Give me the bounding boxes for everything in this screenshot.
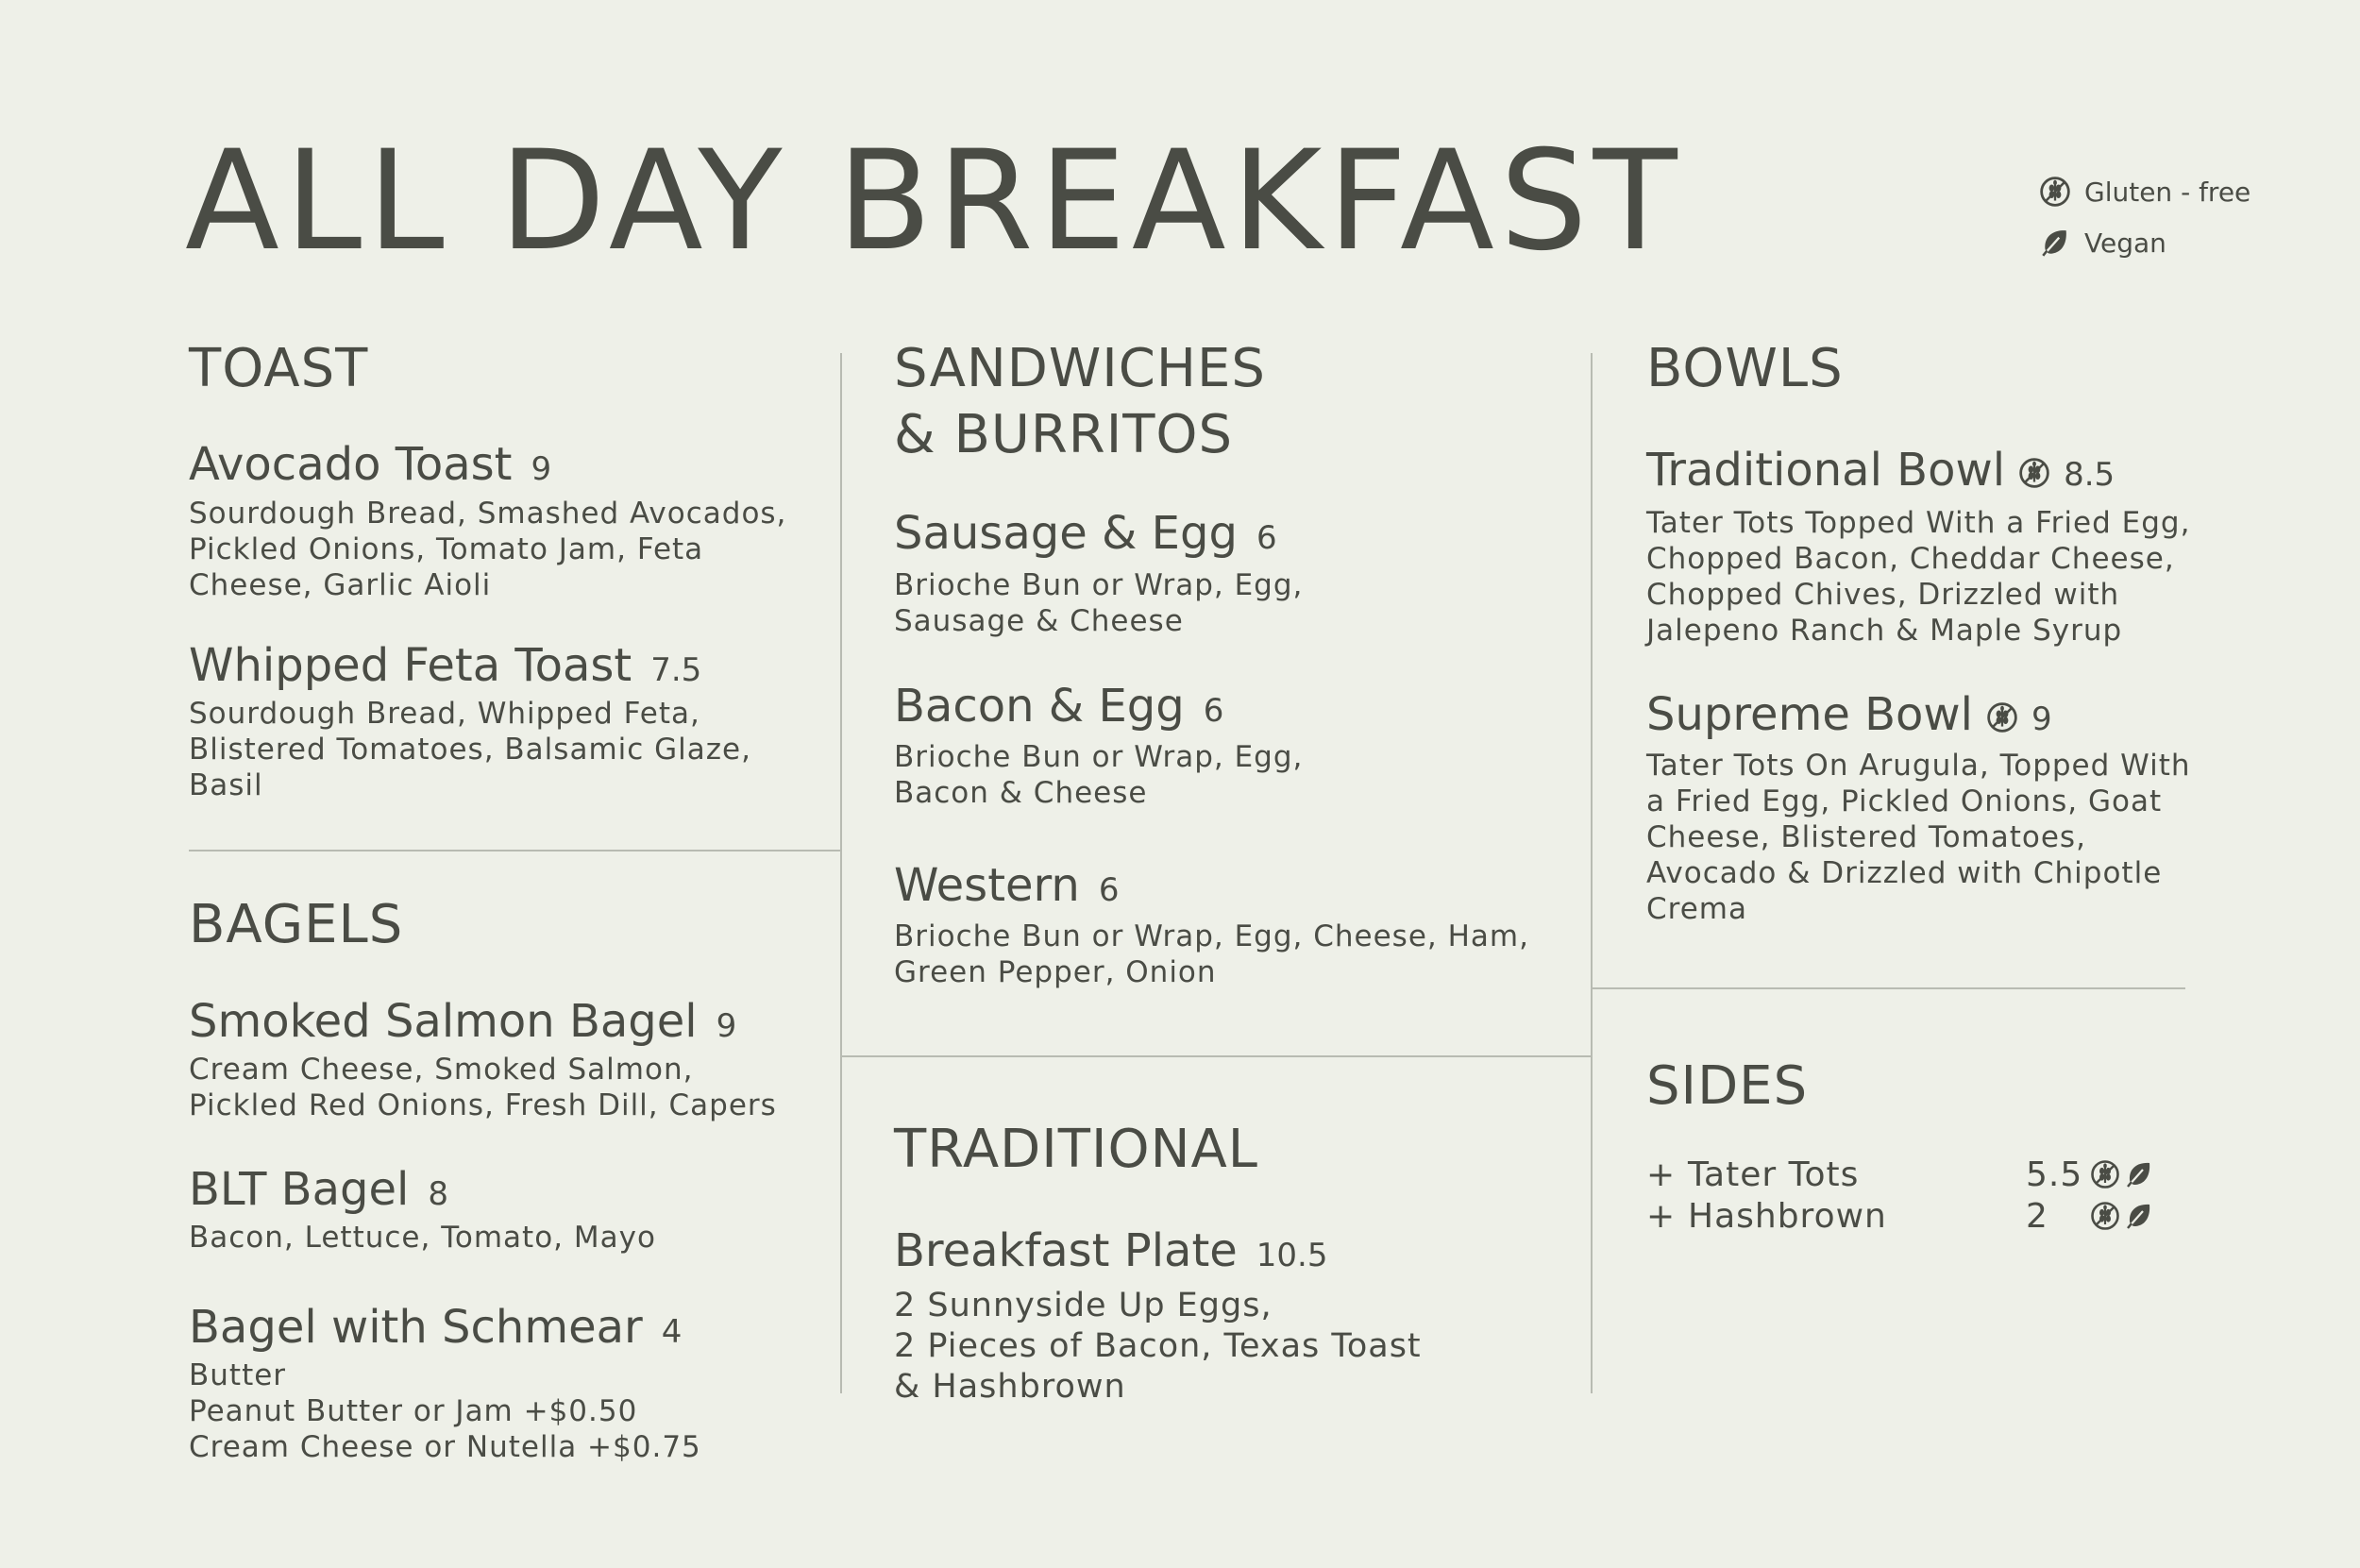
item-name: Traditional Bowl xyxy=(1646,444,2006,497)
vegan-icon xyxy=(2124,1201,2154,1231)
desc-line: Tater Tots On Arugula, Topped With xyxy=(1646,749,2191,783)
item-name: Avocado Toast xyxy=(189,438,513,491)
desc-line: Cream Cheese, Smoked Salmon, xyxy=(189,1053,694,1087)
section-title-bagels: BAGELS xyxy=(189,894,404,955)
menu-item-western xyxy=(894,857,1120,919)
menu-item-traditional-bowl xyxy=(1646,442,2115,503)
menu-item-blt-bagel xyxy=(189,1161,448,1222)
item-price: 9 xyxy=(2031,700,2052,738)
section-title-toast: TOAST xyxy=(189,338,369,399)
side-name: Hashbrown xyxy=(1688,1196,1887,1236)
sides-list xyxy=(1646,1154,2154,1237)
section-title-bowls: BOWLS xyxy=(1646,338,1844,399)
desc-line: Basil xyxy=(189,768,263,802)
item-price: 6 xyxy=(1203,692,1224,730)
side-prefix: + xyxy=(1646,1196,1677,1236)
item-name: Breakfast Plate xyxy=(894,1224,1238,1277)
item-name: Bagel with Schmear xyxy=(189,1301,643,1354)
menu-item-breakfast-plate xyxy=(894,1222,1328,1284)
legend-vegan xyxy=(2039,217,2250,268)
desc-line: & Hashbrown xyxy=(894,1368,1126,1406)
item-price: 9 xyxy=(531,450,552,488)
desc-line: Tater Tots Topped With a Fried Egg, xyxy=(1646,506,2191,540)
item-price: 6 xyxy=(1098,871,1120,909)
legend-vegan-label: Vegan xyxy=(2084,227,2166,259)
item-name: Sausage & Egg xyxy=(894,507,1238,560)
item-name: Smoked Salmon Bagel xyxy=(189,995,698,1048)
desc-line: Avocado & Drizzled with Chipotle xyxy=(1646,856,2163,890)
section-title-traditional: TRADITIONAL xyxy=(894,1119,1258,1180)
item-description xyxy=(189,496,786,603)
desc-line: Bacon & Cheese xyxy=(894,776,1148,810)
item-name: Supreme Bowl xyxy=(1646,688,1974,741)
desc-line: Peanut Butter or Jam +$0.50 xyxy=(189,1394,638,1428)
desc-line: Pickled Red Onions, Fresh Dill, Capers xyxy=(189,1088,777,1122)
desc-line: Cheese, Garlic Aioli xyxy=(189,568,492,602)
menu-item-bagel-with-schmear xyxy=(189,1299,682,1360)
page-title: ALL DAY BREAKFAST xyxy=(185,121,1683,281)
menu-item-avocado-toast xyxy=(189,436,551,497)
desc-line: Jalepeno Ranch & Maple Syrup xyxy=(1646,614,2123,648)
item-price: 10.5 xyxy=(1256,1237,1328,1274)
section-title-line: & BURRITOS xyxy=(894,404,1234,465)
section-title-sandwiches xyxy=(894,336,1266,468)
side-prefix: + xyxy=(1646,1155,1677,1194)
desc-line: Bacon, Lettuce, Tomato, Mayo xyxy=(189,1221,656,1255)
desc-line: Green Pepper, Onion xyxy=(894,955,1217,989)
legend-gluten-free xyxy=(2039,166,2250,217)
item-name: Bacon & Egg xyxy=(894,680,1185,733)
gluten-free-icon xyxy=(2039,176,2071,208)
item-price: 4 xyxy=(661,1313,683,1351)
item-description xyxy=(189,696,751,803)
desc-line: 2 Sunnyside Up Eggs, xyxy=(894,1287,1273,1324)
item-price: 9 xyxy=(716,1007,737,1045)
toast-bagels-divider xyxy=(189,850,841,851)
desc-line: Cream Cheese or Nutella +$0.75 xyxy=(189,1430,701,1464)
gluten-free-icon xyxy=(2090,1201,2120,1231)
desc-line: Brioche Bun or Wrap, Egg, Cheese, Ham, xyxy=(894,919,1529,953)
desc-line: a Fried Egg, Pickled Onions, Goat xyxy=(1646,784,2163,818)
menu-item-smoked-salmon-bagel xyxy=(189,993,736,1054)
side-price: 2 xyxy=(2026,1196,2048,1236)
desc-line: Chopped Bacon, Cheddar Cheese, xyxy=(1646,542,2175,576)
item-price: 6 xyxy=(1256,519,1277,557)
side-price: 5.5 xyxy=(2026,1155,2083,1194)
section-title-sides: SIDES xyxy=(1646,1055,1809,1117)
item-description xyxy=(1646,748,2191,927)
desc-line: Pickled Onions, Tomato Jam, Feta xyxy=(189,532,704,566)
menu-item-bacon-egg xyxy=(894,678,1223,739)
menu-item-supreme-bowl xyxy=(1646,686,2052,748)
column-divider-right xyxy=(1591,353,1593,1393)
item-description xyxy=(189,1357,701,1465)
item-description xyxy=(1646,505,2190,649)
desc-line: Sourdough Bread, Smashed Avocados, xyxy=(189,497,787,531)
menu-item-sausage-egg xyxy=(894,505,1277,566)
item-price: 8.5 xyxy=(2064,456,2116,494)
item-description xyxy=(894,1286,1422,1408)
bowls-sides-divider xyxy=(1592,987,2185,989)
item-price: 7.5 xyxy=(650,651,702,689)
desc-line: Butter xyxy=(189,1358,287,1392)
desc-line: 2 Pieces of Bacon, Texas Toast xyxy=(894,1327,1422,1365)
item-name: Western xyxy=(894,859,1080,912)
section-title-line: SANDWICHES xyxy=(894,338,1266,399)
gluten-free-icon xyxy=(2018,457,2050,489)
legend xyxy=(2039,166,2250,268)
item-description xyxy=(189,1052,777,1123)
side-item-tater-tots xyxy=(1646,1154,2154,1195)
desc-line: Crema xyxy=(1646,892,1747,926)
sandwiches-traditional-divider xyxy=(841,1055,1591,1057)
item-name: Whipped Feta Toast xyxy=(189,639,632,692)
desc-line: Chopped Chives, Drizzled with xyxy=(1646,578,2120,612)
item-description xyxy=(894,567,1303,639)
side-item-hashbrown xyxy=(1646,1195,2154,1237)
desc-line: Sourdough Bread, Whipped Feta, xyxy=(189,697,700,731)
column-divider-left xyxy=(840,353,842,1393)
item-description xyxy=(894,919,1529,990)
desc-line: Blistered Tomatoes, Balsamic Glaze, xyxy=(189,733,751,767)
item-price: 8 xyxy=(428,1175,448,1213)
side-name: Tater Tots xyxy=(1688,1155,1860,1194)
desc-line: Brioche Bun or Wrap, Egg, xyxy=(894,740,1304,774)
vegan-icon xyxy=(2039,227,2071,259)
menu-item-whipped-feta-toast xyxy=(189,637,701,699)
item-name: BLT Bagel xyxy=(189,1163,410,1216)
desc-line: Brioche Bun or Wrap, Egg, xyxy=(894,568,1304,602)
gluten-free-icon xyxy=(1986,701,2018,733)
legend-gluten-free-label: Gluten - free xyxy=(2084,176,2251,208)
vegan-icon xyxy=(2124,1159,2154,1189)
gluten-free-icon xyxy=(2090,1159,2120,1189)
desc-line: Sausage & Cheese xyxy=(894,604,1184,638)
desc-line: Cheese, Blistered Tomatoes, xyxy=(1646,820,2086,854)
item-description xyxy=(894,739,1303,811)
item-description xyxy=(189,1220,656,1256)
